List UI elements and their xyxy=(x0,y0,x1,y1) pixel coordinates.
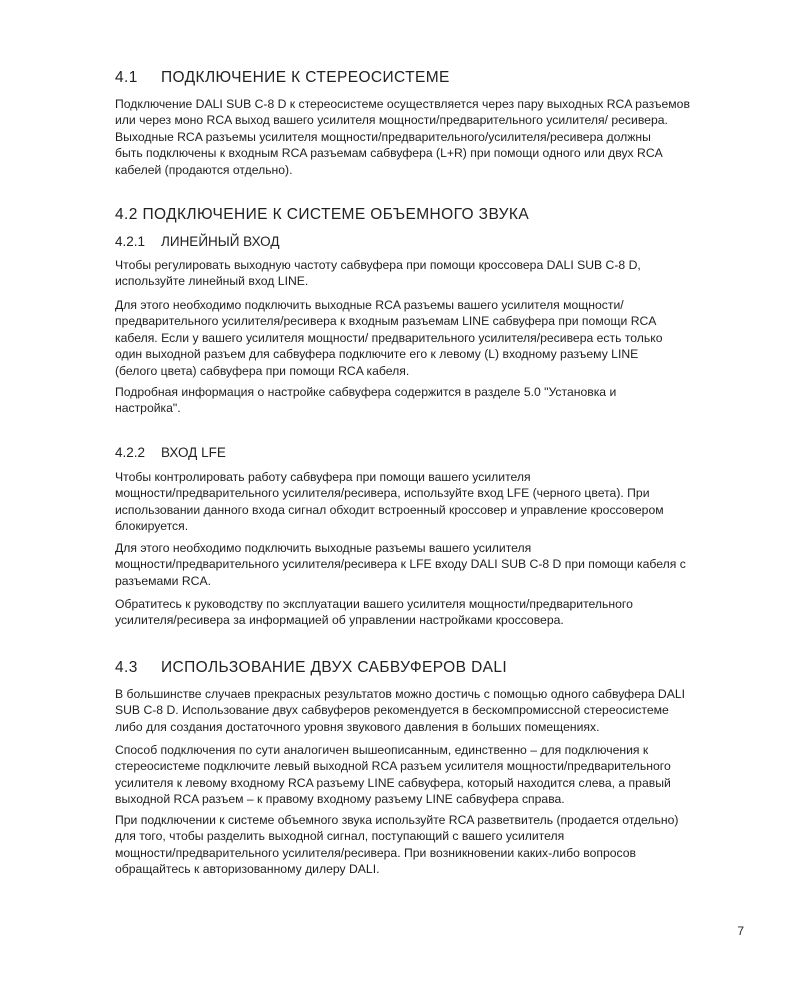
paragraph-4-3-3 xyxy=(115,812,747,878)
paragraph-4-2-2-3 xyxy=(115,596,747,629)
text-line: обращайтесь к авторизованному дилеру DALI. xyxy=(115,862,380,877)
text-line: Чтобы регулировать выходную частоту сабвуфера при помощи кроссовера DALI SUB C-8 D, xyxy=(115,258,641,272)
paragraph-4-2-1-1 xyxy=(115,257,747,290)
text-line: либо для создания достаточного уровня звукового давления в больших помещениях. xyxy=(115,719,600,734)
paragraph-4-2-2-2 xyxy=(115,540,747,589)
heading-title: ЛИНЕЙНЫЙ ВХОД xyxy=(161,234,280,249)
paragraph-4-1-1 xyxy=(115,96,747,178)
heading-number: 4.1 xyxy=(115,69,138,86)
text-line: один выходной разъем для сабвуфера подключите его к левому (L) входному разъему LINE xyxy=(115,347,639,362)
text-line: SUB C-8 D. Использование двух сабвуферов рекомендуется в бескомпромиссной стереосистеме xyxy=(115,703,669,718)
text-line: При подключении к системе объемного звука используйте RCA разветвитель (продается отдельно) xyxy=(115,813,679,827)
paragraph-4-2-2-1 xyxy=(115,469,747,535)
text-line: В большинстве случаев прекрасных результатов можно достичь с помощью одного сабвуфера DALI xyxy=(115,687,686,701)
text-line: используйте линейный вход LINE. xyxy=(115,274,309,289)
text-line: блокируется. xyxy=(115,519,189,534)
text-line: Для этого необходимо подключить выходные RCA разъемы вашего усилителя мощности/ xyxy=(115,298,624,312)
text-line: для того, чтобы разделить выходной сигнал, поступающий с вашего усилителя xyxy=(115,829,565,844)
paragraph-4-3-2 xyxy=(115,742,747,808)
text-line: Подключение DALI SUB C-8 D к стереосистеме осуществляется через пару выходных RCA разъемов xyxy=(115,97,690,111)
text-line: разъемами RCA. xyxy=(115,573,211,588)
heading-title: ПОДКЛЮЧЕНИЕ К СТЕРЕОСИСТЕМЕ xyxy=(161,69,450,86)
heading-title: 4.2 ПОДКЛЮЧЕНИЕ К СИСТЕМЕ ОБЪЕМНОГО ЗВУКА xyxy=(115,206,530,223)
heading-title: ИСПОЛЬЗОВАНИЕ ДВУХ САБВУФЕРОВ DALI xyxy=(161,659,508,676)
text-line: (белого цвета) сабвуфера при помощи RCA кабеля. xyxy=(115,363,410,378)
text-line: мощности/предварительного усилителя/ресивера. При возникновении каких-либо вопросов xyxy=(115,845,637,860)
heading-4-2-2 xyxy=(115,445,226,460)
heading-4-2 xyxy=(115,206,529,224)
heading-number: 4.2.2 xyxy=(115,445,146,460)
text-line: выходной RCA разъем – к правому входному разъему LINE сабвуфера справа. xyxy=(115,792,565,807)
text-line: или через моно RCA выход вашего усилителя мощности/предварительного усилителя/ ресивера. xyxy=(115,113,668,128)
text-line: кабелей (продаются отдельно). xyxy=(115,162,293,177)
text-line: использовании данного входа сигнал обходит встроенный кроссовер и управление кроссовером xyxy=(115,502,664,517)
text-line: Выходные RCA разъемы усилителя мощности/предварительного/усилителя/ресивера должны xyxy=(115,129,651,144)
text-line: Способ подключения по сути аналогичен вышеописанным, единственно – для подключения к xyxy=(115,743,649,757)
text-line: Обратитесь к руководству по эксплуатации вашего усилителя мощности/предварительного xyxy=(115,597,633,611)
paragraph-4-2-1-3 xyxy=(115,384,747,417)
text-line: Чтобы контролировать работу сабвуфера при помощи вашего усилителя xyxy=(115,470,531,484)
heading-number: 4.3 xyxy=(115,659,138,676)
text-line: настройка". xyxy=(115,401,181,416)
text-line: кабеля. Если у вашего усилителя мощности/ предварительного усилителя/ресивера есть только xyxy=(115,330,663,345)
paragraph-4-2-1-2 xyxy=(115,297,747,379)
text-line: усилителя к левому входному RCA разъему LINE сабвуфера, который находится слева, а правый xyxy=(115,775,671,790)
heading-title: ВХОД LFE xyxy=(161,445,226,460)
text-line: мощности/предварительного усилителя/ресивера, используйте вход LFE (черного цвета). При xyxy=(115,486,650,501)
text-line: усилителя/ресивера за информацией об управлении настройками кроссовера. xyxy=(115,613,564,628)
text-line: стереосистеме подключите левый выходной RCA разъем усилителя мощности/предварительного xyxy=(115,759,671,774)
heading-4-3 xyxy=(115,659,507,677)
heading-4-2-1 xyxy=(115,234,280,249)
page-number: 7 xyxy=(737,924,744,938)
text-line: быть подключены к входным RCA разъемам сабвуфера (L+R) при помощи одного или двух RCA xyxy=(115,146,663,161)
paragraph-4-3-1 xyxy=(115,686,747,735)
heading-number: 4.2.1 xyxy=(115,234,146,249)
text-line: мощности/предварительного усилителя/ресивера к LFE входу DALI SUB C-8 D при помощи кабеля с xyxy=(115,557,686,572)
text-line: Подробная информация о настройке сабвуфера содержится в разделе 5.0 "Установка и xyxy=(115,385,617,399)
text-line: Для этого необходимо подключить выходные разъемы вашего усилителя xyxy=(115,541,532,555)
heading-4-1 xyxy=(115,69,450,87)
text-line: предварительного усилителя/ресивера к входным разъемам LINE сабвуфера при помощи RCA xyxy=(115,314,657,329)
